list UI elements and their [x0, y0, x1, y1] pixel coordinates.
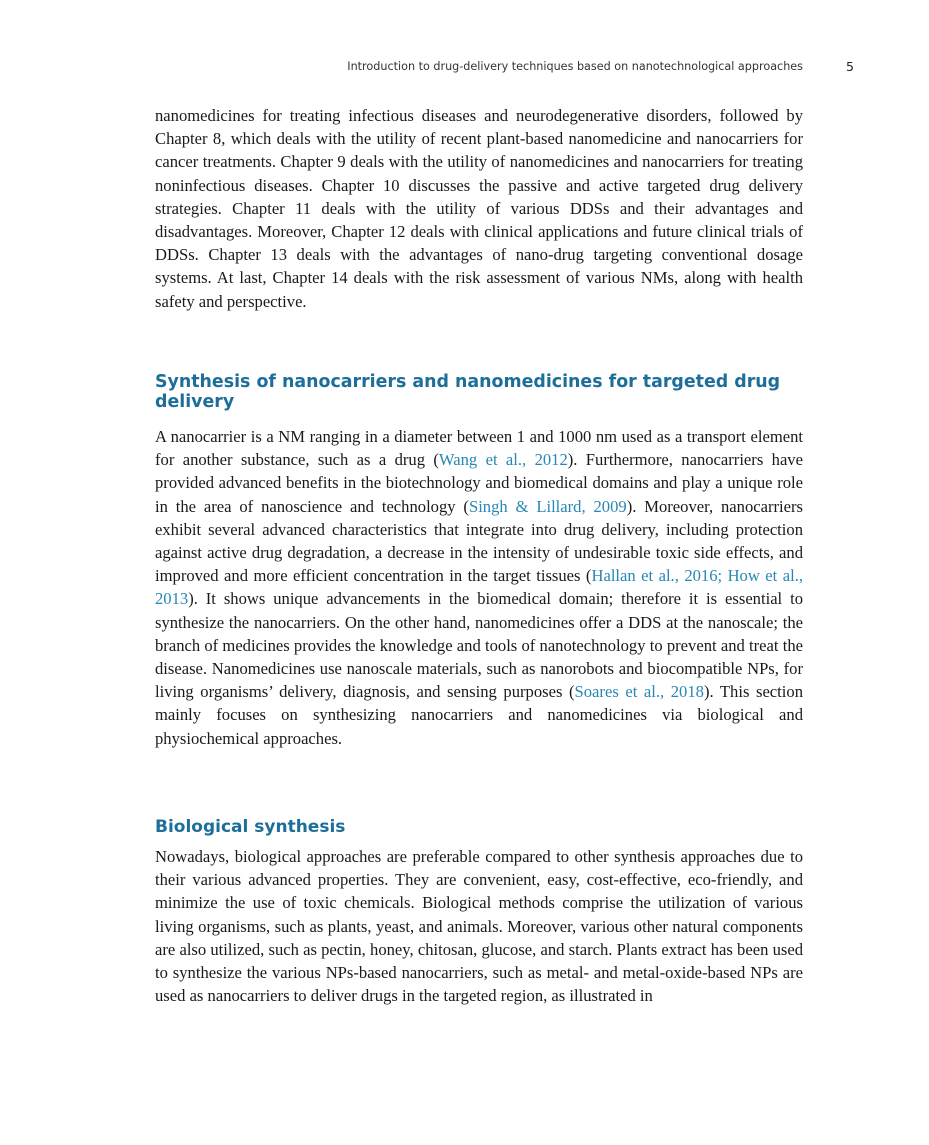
running-header: Introduction to drug-delivery techniques based on nanotechnological approaches: [347, 60, 803, 73]
paragraph-text: ). It shows unique advancements in the biomedical domain; therefore it is essential to synthesize the nanocarriers. On the other hand, nanomedicines offer a DDS at the nanoscale; the branch of medicines provides the knowledge and tools of nanotechnology to prevent and treat the disease. Nanomedicines use nanoscale materials, such as nanorobots and biocompatible NPs, for living organisms’ delivery, diagnosis, and sensing purposes (: [155, 589, 803, 702]
paragraph-text: ). This section mainly focuses on synthesizing nanocarriers and nanomedicines via biological and physiochemical approaches.: [155, 682, 803, 748]
section-heading-biological: Biological synthesis: [155, 817, 346, 837]
paragraph-text: A nanocarrier is a NM ranging in a diameter between 1 and 1000 nm used as a transport element for another substance, such as a drug (: [155, 427, 803, 470]
section-heading-synthesis: Synthesis of nanocarriers and nanomedicines for targeted drug delivery: [155, 372, 781, 412]
paragraph-text: ). Moreover, nanocarriers exhibit several advanced characteristics that integrate into drug delivery, including protection against active drug degradation, a decrease in the intensity of undesirable toxic side effects, and improved and more efficient concentration in the target tissues (: [155, 496, 803, 586]
page-number: 5: [846, 59, 854, 74]
biological-paragraph: Nowadays, biological approaches are preferable compared to other synthesis approaches due to their various advanced properties. They are convenient, easy, cost-effective, eco-friendly, and minimize the use of toxic chemicals. Biological methods comprise the utilization of various living organisms, such as plants, yeast, and animals. Moreover, various other natural components are also utilized, such as pectin, honey, chitosan, glucose, and starch. Plants extract has been used to synthesize the various NPs-based nanocarriers, such as metal- and metal-oxide-based NPs are used as nanocarriers to deliver drugs in the targeted region, as illustrated in: [155, 847, 803, 1006]
citation-link[interactable]: Wang et al., 2012: [438, 450, 568, 470]
citation-link[interactable]: Soares et al., 2018: [574, 682, 704, 702]
citation-link[interactable]: Singh & Lillard, 2009: [468, 496, 627, 516]
synthesis-paragraph: [155, 425, 803, 750]
intro-paragraph: nanomedicines for treating infectious diseases and neurodegenerative disorders, followed by Chapter 8, which deals with the utility of recent plant-based nanomedicine and nanocarriers for cancer treatments. Chapter 9 deals with the utility of nanomedicines and nanocarriers for treating noninfectious diseases. Chapter 10 discusses the passive and active targeted drug delivery strategies. Chapter 11 deals with the utility of various DDSs and their advantages and disadvantages. Moreover, Chapter 12 deals with clinical applications and future clinical trials of DDSs. Chapter 13 deals with the advantages of nano-drug targeting conventional dosage systems. At last, Chapter 14 deals with the risk assessment of various NMs, along with health safety and perspective.: [155, 106, 803, 311]
paragraph-text: ). Furthermore, nanocarriers have provided advanced benefits in the biotechnology and biomedical domains and play a unique role in the area of nanoscience and technology (: [155, 450, 803, 516]
citation-link[interactable]: Hallan et al., 2016; How et al., 2013: [155, 566, 803, 609]
